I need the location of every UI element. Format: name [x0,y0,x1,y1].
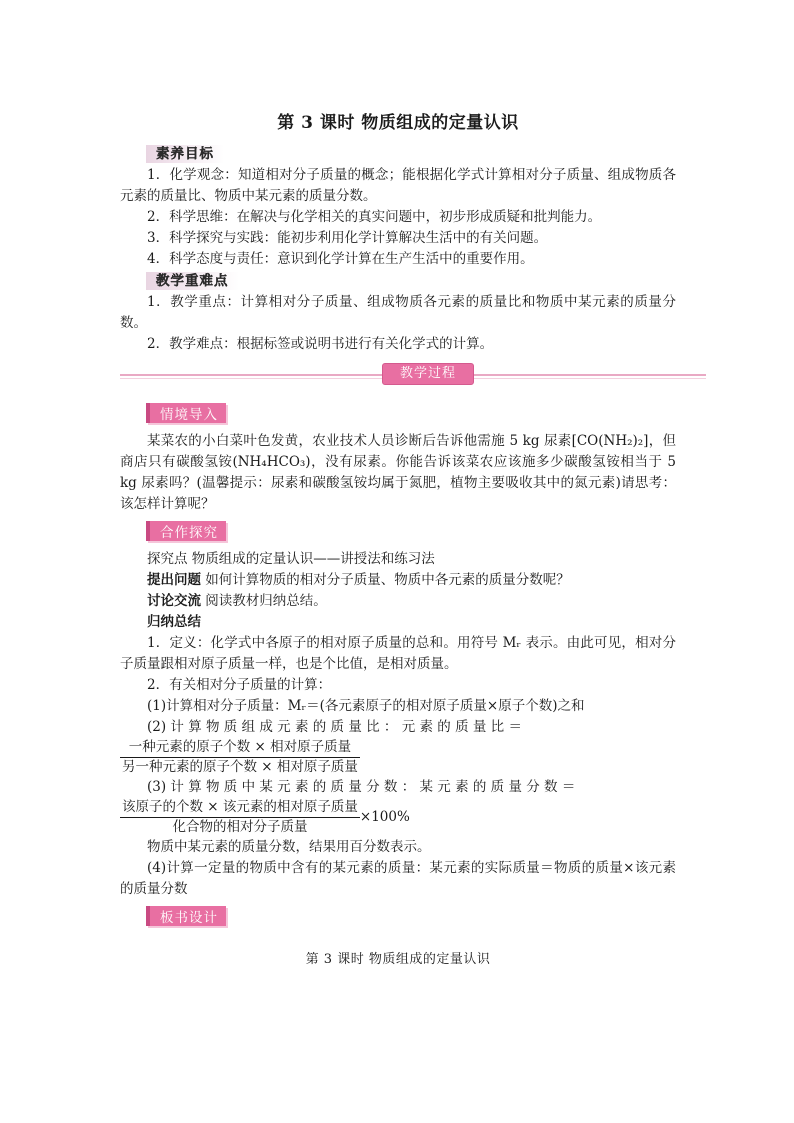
section-heading-keypoints: 教学重难点 [146,272,239,290]
intro-text: 某菜农的小白菜叶色发黄，农业技术人员诊断后告诉他需施 5 kg 尿素[CO(NH₂)₂]，但商店只有碳酸氢铵(NH₄HCO₃)，没有尿素。你能告诉该菜农应该施多少碳酸氢铵相当于 5 kg 尿素吗？(温馨提示：尿素和碳酸氢铵均属于氮肥，植物主要吸收其中的氮元素)请思考：该怎样计算呢？ [120,433,676,512]
fraction-numerator: 一种元素的原子个数 × 相对原子质量 [120,738,360,758]
board-subtitle: 第 3 课时 物质组成的定量认识 [305,952,491,967]
calc-item-3-fraction [120,798,676,837]
document-page [120,100,676,967]
mass-ratio-fraction [120,738,360,777]
discuss-label: 讨论交流 [147,593,201,609]
section-heading-board: 板书设计 [146,906,226,926]
calc-item-2-fraction [120,738,676,777]
question-text: 如何计算物质的相对分子质量、物质中各元素的质量分数呢？ [205,572,570,588]
goal-item: 3．科学探究与实践：能初步利用化学计算解决生活中的有关问题。 [147,230,548,246]
goal-item: 2．科学思维：在解决与化学相关的真实问题中，初步形成质疑和批判能力。 [147,209,602,225]
page-title: 第 3 课时 物质组成的定量认识 [277,113,519,133]
mass-fraction-fraction [120,798,360,837]
calc-item-2-lead: (2) 计 算 物 质 组 成 元 素 的 质 量 比 ： 元 素 的 质 量 比 ＝ [147,719,522,735]
summary-calc-heading: 2．有关相对分子质量的计算： [147,677,332,693]
question-label: 提出问题 [147,572,201,588]
calc-item-1: (1)计算相对分子质量：Mᵣ＝(各元素原子的相对原子质量×原子个数)之和 [147,698,585,714]
section-heading-intro: 情境导入 [146,403,226,423]
process-tag: 教学过程 [382,363,474,385]
section-heading-explore: 合作探究 [146,521,226,541]
question-line [120,570,676,591]
keypoint-item: 2．教学难点：根据标签或说明书进行有关化学式的计算。 [147,336,494,352]
explore-point: 探究点 物质组成的定量认识——讲授法和练习法 [147,551,435,567]
goal-item: 4．科学态度与责任：意识到化学计算在生产生活中的重要作用。 [147,251,534,267]
summary-definition: 1．定义：化学式中各原子的相对原子质量的总和。用符号 Mᵣ 表示。由此可见，相对分子质量跟相对原子质量一样，也是个比值，是相对质量。 [120,635,676,672]
discuss-text: 阅读教材归纳总结。 [205,593,327,609]
goal-item: 1．化学观念：知道相对分子质量的概念；能根据化学式计算相对分子质量、组成物质各元素的质量比、物质中某元素的质量分数。 [120,167,676,204]
summary-label: 归纳总结 [147,614,201,630]
fraction-numerator: 该原子的个数 × 该元素的相对原子质量 [120,798,360,818]
keypoint-item: 1．教学重点：计算相对分子质量、组成物质各元素的质量比和物质中某元素的质量分数。 [120,294,676,331]
calc-item-3-note: 物质中某元素的质量分数，结果用百分数表示。 [147,839,431,855]
fraction-denominator: 另一种元素的原子个数 × 相对原子质量 [122,759,358,775]
calc-item-3-lead: (3) 计 算 物 质 中 某 元 素 的 质 量 分 数 ： 某 元 素 的 质 量 分 数 ＝ [147,779,576,795]
calc-item-4: (4)计算一定量的物质中含有的某元素的质量：某元素的实际质量＝物质的质量×该元素的质量分数 [120,860,676,897]
discuss-line [120,591,676,612]
section-heading-goals: 素养目标 [146,145,224,163]
percent-multiplier: ×100% [359,809,410,825]
fraction-denominator: 化合物的相对分子质量 [172,819,308,835]
process-divider [120,363,676,387]
